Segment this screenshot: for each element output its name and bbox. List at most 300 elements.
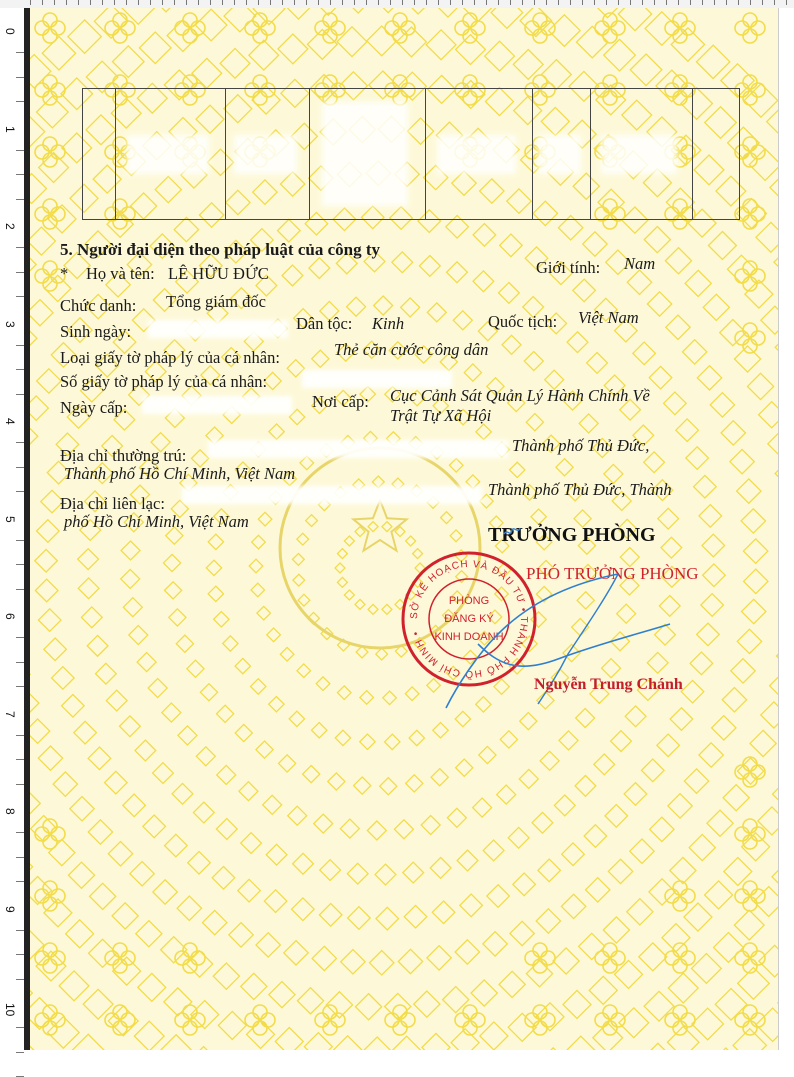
pattern-motif (409, 730, 424, 745)
ruler-tick (570, 0, 571, 5)
pattern-motif (712, 716, 736, 740)
pattern-motif (30, 227, 55, 255)
pattern-motif (471, 980, 497, 1006)
pattern-motif (38, 609, 61, 632)
pattern-motif (136, 921, 162, 947)
issue-place-line1: Cục Cảnh Sát Quản Lý Hành Chính Về (390, 386, 650, 406)
ruler-tick (558, 0, 559, 5)
contact-address-tail: Thành phố Thủ Đức, Thành (488, 480, 672, 500)
ruler-tick (16, 979, 24, 980)
pattern-motif (647, 292, 671, 316)
redacted-dob (148, 320, 288, 338)
pattern-motif (263, 795, 282, 814)
ruler-tick (378, 0, 379, 5)
ruler-tick (366, 0, 367, 5)
ruler-tick (702, 0, 703, 5)
pattern-motif (689, 834, 715, 860)
ruler-tick (16, 930, 24, 931)
pattern-motif (761, 702, 778, 728)
pattern-motif (394, 820, 413, 839)
flower-motif (525, 943, 555, 973)
pattern-motif (88, 747, 111, 770)
ruler-tick (762, 0, 763, 5)
pattern-motif (121, 541, 140, 560)
ruler-number: 4 (3, 418, 17, 425)
table-cell (226, 89, 310, 219)
pattern-motif (733, 1029, 766, 1050)
signature-title: TRƯỞNG PHÒNG (488, 524, 656, 547)
pattern-motif (737, 629, 761, 653)
ruler-number: 6 (3, 613, 17, 620)
pattern-motif (382, 522, 392, 532)
pattern-motif (447, 808, 466, 827)
flower-motif (595, 13, 625, 43)
pattern-motif (355, 599, 365, 609)
pattern-motif (229, 923, 253, 947)
ruler-tick (150, 0, 151, 5)
pattern-motif (269, 424, 284, 439)
pattern-motif (78, 578, 99, 599)
pattern-motif (460, 894, 483, 917)
pattern-motif (376, 907, 399, 930)
ethnicity-label: Dân tộc: (296, 314, 352, 334)
pattern-motif (105, 771, 128, 794)
pattern-motif (532, 812, 553, 833)
pattern-motif (235, 724, 252, 741)
pattern-motif (217, 765, 236, 784)
pattern-motif (174, 217, 198, 241)
redacted-issue-date (142, 396, 292, 414)
ruler-tick (138, 0, 139, 5)
ruler-tick (102, 0, 103, 5)
pattern-motif (30, 1039, 39, 1050)
pattern-motif (737, 479, 761, 503)
pattern-motif (699, 505, 722, 528)
pattern-motif (487, 885, 510, 908)
ruler-tick (16, 1027, 24, 1028)
pattern-motif (241, 833, 262, 854)
pattern-motif (249, 40, 279, 70)
ruler-tick (270, 0, 271, 5)
section-heading: 5. Người đại diện theo pháp luật của công ty (60, 240, 380, 260)
pattern-motif (433, 723, 448, 738)
ruler-tick (16, 296, 24, 297)
ruler-tick (16, 686, 24, 687)
pattern-motif (402, 8, 434, 14)
pattern-motif (367, 26, 397, 56)
pattern-motif (195, 9, 227, 41)
ruler-tick (774, 0, 775, 5)
ruler-tick (606, 0, 607, 5)
pattern-motif (697, 623, 720, 646)
ruler-tick (714, 0, 715, 5)
pattern-motif (164, 582, 181, 599)
pattern-motif (78, 549, 99, 570)
pattern-motif (761, 306, 778, 334)
pattern-motif (123, 598, 142, 617)
pattern-motif (699, 743, 723, 767)
ruler-tick (666, 0, 667, 5)
ethnicity-value: Kinh (372, 314, 404, 334)
pattern-motif (316, 677, 330, 691)
ruler-tick (402, 0, 403, 5)
ruler-tick (42, 0, 43, 5)
ruler-tick (618, 0, 619, 5)
ruler-tick (16, 369, 24, 370)
pattern-motif (72, 1034, 104, 1050)
pattern-motif (283, 8, 315, 19)
pattern-motif (320, 860, 341, 881)
pattern-motif (74, 721, 97, 744)
pattern-motif (267, 628, 281, 642)
pattern-motif (556, 459, 573, 476)
pattern-motif (559, 731, 578, 750)
right-margin (778, 8, 794, 1050)
pattern-motif (68, 20, 101, 53)
pattern-motif (279, 755, 296, 772)
pattern-motif (30, 424, 38, 448)
pattern-motif (427, 946, 451, 970)
ruler-tick (16, 735, 24, 736)
pattern-motif (694, 475, 717, 498)
ruler-tick (16, 759, 24, 760)
pattern-motif (553, 948, 579, 974)
ruler-tick (16, 1052, 24, 1053)
pattern-motif (312, 723, 327, 738)
pattern-motif (682, 340, 706, 364)
ruler-tick (330, 0, 331, 5)
pattern-motif (456, 759, 473, 776)
pattern-motif (208, 586, 223, 601)
flower-motif (385, 1005, 415, 1035)
pattern-motif (143, 815, 166, 838)
header-table (82, 88, 740, 220)
pattern-motif (293, 574, 305, 586)
pattern-motif (684, 769, 708, 793)
pattern-motif (664, 392, 687, 415)
pattern-motif (340, 819, 359, 838)
ruler-tick (750, 0, 751, 5)
pattern-motif (176, 635, 193, 652)
pattern-motif (312, 8, 344, 15)
pattern-motif (770, 673, 778, 699)
pattern-motif (288, 806, 307, 825)
pattern-motif (754, 887, 778, 917)
pattern-motif (161, 1035, 191, 1050)
seal-line2: ĐĂNG KÝ (444, 612, 494, 625)
pattern-motif (666, 315, 690, 339)
pattern-motif (759, 945, 778, 977)
pattern-motif (426, 30, 456, 60)
ruler-tick (16, 540, 24, 541)
pattern-motif (432, 8, 464, 17)
flower-motif (735, 881, 765, 911)
issue-date-label: Ngày cấp: (60, 398, 127, 418)
contact-address-line2: phố Hồ Chí Minh, Việt Nam (64, 512, 249, 532)
flower-motif (105, 943, 135, 973)
pattern-motif (88, 820, 112, 844)
pattern-motif (491, 8, 523, 28)
ruler-tick (16, 442, 24, 443)
pattern-motif (455, 940, 479, 964)
pattern-motif (714, 933, 744, 963)
pattern-motif (498, 282, 519, 303)
pattern-motif (342, 8, 374, 13)
pattern-motif (337, 549, 347, 559)
name-label: Họ và tên: (86, 264, 155, 284)
ruler-tick (16, 101, 24, 102)
pattern-motif (500, 731, 517, 748)
pattern-motif (392, 252, 413, 273)
pattern-motif (153, 880, 177, 904)
pattern-motif (741, 509, 765, 533)
ruler-number: 2 (3, 223, 17, 230)
pattern-motif (200, 684, 217, 701)
ruler-tick (258, 0, 259, 5)
pattern-motif (292, 898, 315, 921)
pattern-motif (375, 864, 396, 885)
pattern-motif (62, 694, 85, 717)
pattern-motif (368, 604, 378, 614)
ruler-tick (738, 0, 739, 5)
pattern-motif (252, 535, 266, 549)
seal-line1: PHÒNG (449, 594, 489, 607)
ruler-tick (510, 0, 511, 5)
pattern-motif (30, 930, 44, 960)
pattern-motif (165, 834, 188, 857)
pattern-motif (90, 883, 116, 909)
pattern-motif (397, 27, 427, 57)
ruler-tick (16, 589, 24, 590)
ruler-tick (114, 0, 115, 5)
pattern-motif (447, 262, 468, 283)
pattern-motif (531, 509, 546, 524)
pattern-motif (630, 54, 662, 86)
pattern-motif (750, 730, 776, 756)
ruler-tick (186, 0, 187, 5)
pattern-motif (30, 977, 32, 1009)
pattern-motif (44, 638, 67, 661)
ruler-tick (16, 881, 24, 882)
pattern-motif (715, 989, 747, 1021)
pattern-motif (269, 982, 295, 1008)
ruler-tick (534, 0, 535, 5)
pattern-motif (649, 366, 672, 389)
pattern-motif (419, 256, 440, 277)
pattern-motif (441, 512, 453, 524)
pattern-motif (583, 232, 607, 256)
ruler-tick (486, 0, 487, 5)
ruler-tick (642, 0, 643, 5)
pattern-motif (510, 921, 534, 945)
ruler-tick (16, 345, 24, 346)
pattern-motif (382, 604, 392, 614)
title-label: Chức danh: (60, 296, 136, 316)
ruler-tick (16, 52, 24, 53)
ruler-tick (594, 0, 595, 5)
pattern-motif (293, 853, 314, 874)
pattern-motif (30, 853, 33, 881)
flower-motif (105, 13, 135, 43)
issue-place-line2: Trật Tự Xã Hội (390, 406, 491, 426)
ruler-tick (16, 394, 24, 395)
pattern-motif (476, 424, 491, 439)
pattern-motif (218, 1011, 246, 1039)
pattern-motif (121, 569, 140, 588)
pattern-motif (453, 311, 472, 330)
pattern-motif (188, 851, 211, 874)
pattern-motif (464, 364, 481, 381)
ruler-tick (16, 272, 24, 273)
pattern-motif (685, 270, 711, 296)
pattern-motif (70, 797, 94, 821)
ruler-tick (354, 0, 355, 5)
ruler-tick (246, 0, 247, 5)
pattern-motif (579, 414, 598, 433)
pattern-motif (335, 563, 345, 573)
pattern-motif (374, 296, 393, 315)
pattern-motif (30, 396, 48, 420)
pattern-motif (499, 971, 525, 997)
pattern-motif (500, 234, 523, 257)
pattern-motif (30, 790, 40, 816)
pattern-motif (284, 941, 308, 965)
pattern-motif (335, 730, 350, 745)
pattern-motif (257, 606, 271, 620)
pattern-motif (239, 782, 258, 801)
pattern-motif (37, 369, 61, 393)
pattern-motif (579, 933, 605, 959)
ruler-number: 7 (3, 711, 17, 718)
pattern-motif (312, 350, 329, 367)
pattern-motif (473, 224, 496, 247)
ruler-tick (90, 0, 91, 5)
ruler-tick (450, 0, 451, 5)
pattern-motif (300, 456, 314, 470)
ruler-tick (414, 0, 415, 5)
pattern-motif (37, 96, 69, 128)
pattern-motif (241, 973, 267, 999)
pattern-motif (747, 373, 773, 399)
pattern-motif (314, 814, 333, 833)
ruler-tick (678, 0, 679, 5)
pattern-motif (266, 844, 287, 865)
redacted-permanent-address (208, 440, 508, 458)
ruler-tick (16, 491, 24, 492)
pattern-motif (30, 174, 46, 204)
pattern-motif (513, 873, 536, 896)
pattern-motif (731, 659, 755, 683)
ruler-tick (234, 0, 235, 5)
issue-place-label: Nơi cấp: (312, 392, 369, 412)
pattern-motif (573, 279, 596, 302)
pattern-motif (538, 859, 561, 882)
pattern-motif (697, 366, 721, 390)
pattern-motif (380, 778, 397, 795)
contact-address-label: Địa chỉ liên lạc: (60, 494, 165, 514)
pattern-motif (217, 705, 234, 722)
pattern-motif (703, 564, 726, 587)
ruler-number: 0 (3, 28, 17, 35)
pattern-motif (768, 431, 778, 457)
pattern-motif (692, 1008, 724, 1040)
pattern-motif (328, 773, 345, 790)
pattern-motif (256, 933, 280, 957)
id-number-label: Số giấy tờ pháp lý của cá nhân: (60, 372, 267, 392)
pattern-motif (526, 414, 543, 431)
ruler-tick (522, 0, 523, 5)
pattern-motif (619, 1008, 649, 1038)
pattern-motif (708, 232, 736, 260)
pattern-motif (53, 772, 77, 796)
pattern-motif (668, 794, 692, 818)
pattern-motif (337, 686, 351, 700)
pattern-motif (479, 746, 496, 763)
ruler-tick (462, 0, 463, 5)
ruler-tick (426, 0, 427, 5)
flower-motif (35, 943, 65, 973)
pattern-motif (644, 227, 670, 253)
seal-line3: KINH DOANH (434, 631, 503, 643)
table-cell (533, 89, 592, 219)
flower-motif (245, 13, 275, 43)
pattern-motif (650, 817, 674, 841)
pattern-motif (96, 663, 117, 684)
pattern-motif (169, 609, 186, 626)
pattern-motif (403, 862, 424, 883)
ruler-tick (30, 0, 31, 5)
ruler-number: 9 (3, 906, 17, 913)
pattern-motif (297, 664, 311, 678)
ruler-number: 1 (3, 126, 17, 133)
pattern-motif (319, 904, 342, 927)
ruler-tick (282, 0, 283, 5)
pattern-motif (193, 802, 214, 823)
table-cell (116, 89, 226, 219)
pattern-motif (758, 807, 778, 835)
ruler-tick (16, 857, 24, 858)
pattern-motif (372, 8, 404, 13)
gender-label: Giới tính: (536, 258, 600, 278)
pattern-motif (554, 795, 575, 816)
ruler-tick (318, 0, 319, 5)
pattern-motif (605, 805, 628, 828)
pattern-motif (723, 785, 749, 811)
pattern-motif (134, 1021, 164, 1050)
pattern-motif (566, 1036, 596, 1050)
pattern-motif (367, 821, 386, 840)
pattern-motif (120, 716, 141, 737)
pattern-motif (251, 679, 266, 694)
pattern-motif (81, 607, 102, 628)
pattern-motif (483, 840, 504, 861)
pattern-motif (249, 559, 263, 573)
pattern-motif (123, 794, 146, 817)
pattern-motif (730, 449, 754, 473)
pattern-motif (282, 265, 303, 286)
pattern-motif (473, 798, 492, 817)
flower-motif (455, 13, 485, 43)
name-value: LÊ HỮU ĐỨC (168, 264, 269, 284)
pattern-motif (644, 991, 674, 1021)
table-cell (310, 89, 426, 219)
pattern-motif (562, 843, 585, 866)
pattern-motif (745, 280, 773, 308)
seal-ring-text: SỞ KẾ HOẠCH VÀ ĐẦU TƯ • THÀNH PHỐ HỒ CHÍ MINH • (408, 558, 529, 681)
pattern-motif (497, 785, 516, 804)
pattern-motif (312, 946, 336, 970)
ruler-tick (54, 0, 55, 5)
